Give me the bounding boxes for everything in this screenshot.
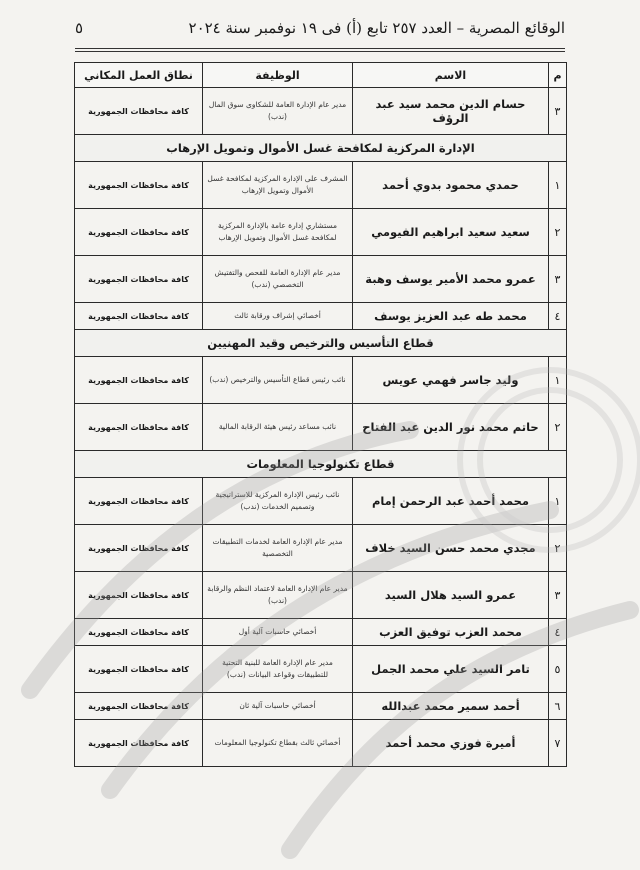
table-row — [75, 572, 567, 619]
work-scope: كافة محافظات الجمهورية — [75, 478, 203, 525]
table-row — [75, 646, 567, 693]
table-row — [75, 693, 567, 720]
row-number: ١ — [549, 357, 567, 404]
section-title: قطاع تكنولوجيا المعلومات — [75, 451, 567, 478]
row-number: ٥ — [549, 646, 567, 693]
table-row — [75, 256, 567, 303]
job-title: مستشاري إدارة عامة بالإدارة المركزية لمكافحة غسل الأموال وتمويل الإرهاب — [203, 209, 353, 256]
person-name: أحمد سمير محمد عبدالله — [353, 693, 549, 720]
section-header-row — [75, 330, 567, 357]
person-name: وليد جاسر فهمي عويس — [353, 357, 549, 404]
row-number: ٢ — [549, 209, 567, 256]
job-title: المشرف على الإدارة المركزية لمكافحة غسل الأموال وتمويل الإرهاب — [203, 162, 353, 209]
col-header-num: م — [549, 63, 567, 88]
table-row — [75, 619, 567, 646]
work-scope: كافة محافظات الجمهورية — [75, 209, 203, 256]
row-number: ١ — [549, 162, 567, 209]
row-number: ٣ — [549, 88, 567, 135]
appointments-table — [74, 62, 567, 767]
section-title: قطاع التأسيس والترخيص وقيد المهنيين — [75, 330, 567, 357]
work-scope: كافة محافظات الجمهورية — [75, 646, 203, 693]
header-rule — [75, 48, 565, 49]
work-scope: كافة محافظات الجمهورية — [75, 162, 203, 209]
table-row — [75, 303, 567, 330]
table-row — [75, 162, 567, 209]
header-rule-thin — [75, 51, 565, 52]
job-title: مدير عام الإدارة العامة للشكاوى سوق المال (ندب) — [203, 88, 353, 135]
table-row — [75, 525, 567, 572]
person-name: مجدي محمد حسن السيد خلاف — [353, 525, 549, 572]
job-title: نائب رئيس الإدارة المركزية للاستراتيجية وتصميم الخدمات (ندب) — [203, 478, 353, 525]
work-scope: كافة محافظات الجمهورية — [75, 693, 203, 720]
job-title: أخصائي حاسبات آلية ثان — [203, 693, 353, 720]
table-row — [75, 357, 567, 404]
person-name: تامر السيد علي محمد الجمل — [353, 646, 549, 693]
person-name: حسام الدين محمد سيد عبد الرؤف — [353, 88, 549, 135]
person-name: محمد العزب توفيق العزب — [353, 619, 549, 646]
job-title: أخصائي حاسبات آلية أول — [203, 619, 353, 646]
job-title: مدير عام الإدارة العامة للفحص والتفتيش التخصصي (ندب) — [203, 256, 353, 303]
table-row — [75, 720, 567, 767]
col-header-job: الوظيفة — [203, 63, 353, 88]
person-name: محمد أحمد عبد الرحمن إمام — [353, 478, 549, 525]
work-scope: كافة محافظات الجمهورية — [75, 357, 203, 404]
job-title: مدير عام الإدارة العامة لاعتماد النظم والرقابة (ندب) — [203, 572, 353, 619]
section-title: الإدارة المركزية لمكافحة غسل الأموال وتمويل الإرهاب — [75, 135, 567, 162]
table-body — [75, 88, 567, 767]
section-header-row — [75, 135, 567, 162]
job-title: أخصائي إشراف ورقابة ثالث — [203, 303, 353, 330]
table-header-row — [75, 63, 567, 88]
person-name: حاتم محمد نور الدين عبد الفتاح — [353, 404, 549, 451]
row-number: ٣ — [549, 572, 567, 619]
person-name: محمد طه عبد العزيز يوسف — [353, 303, 549, 330]
person-name: حمدي محمود بدوي أحمد — [353, 162, 549, 209]
job-title: أخصائي ثالث بقطاع تكنولوجيا المعلومات — [203, 720, 353, 767]
row-number: ٢ — [549, 404, 567, 451]
person-name: أميرة فوزي محمد أحمد — [353, 720, 549, 767]
job-title: نائب رئيس قطاع التأسيس والترخيص (ندب) — [203, 357, 353, 404]
work-scope: كافة محافظات الجمهورية — [75, 256, 203, 303]
col-header-name: الاسم — [353, 63, 549, 88]
row-number: ٦ — [549, 693, 567, 720]
page-header — [75, 8, 565, 48]
person-name: عمرو محمد الأمير يوسف وهبة — [353, 256, 549, 303]
page-number: ٥ — [75, 19, 84, 37]
row-number: ٢ — [549, 525, 567, 572]
work-scope: كافة محافظات الجمهورية — [75, 525, 203, 572]
job-title: مدير عام الإدارة العامة لخدمات التطبيقات التخصصية — [203, 525, 353, 572]
row-number: ٤ — [549, 619, 567, 646]
row-number: ٣ — [549, 256, 567, 303]
work-scope: كافة محافظات الجمهورية — [75, 404, 203, 451]
table-row — [75, 209, 567, 256]
work-scope: كافة محافظات الجمهورية — [75, 572, 203, 619]
work-scope: كافة محافظات الجمهورية — [75, 720, 203, 767]
row-number: ١ — [549, 478, 567, 525]
work-scope: كافة محافظات الجمهورية — [75, 619, 203, 646]
job-title: نائب مساعد رئيس هيئة الرقابة المالية — [203, 404, 353, 451]
work-scope: كافة محافظات الجمهورية — [75, 303, 203, 330]
row-number: ٤ — [549, 303, 567, 330]
job-title: مدير عام الإدارة العامة للبنية التحتية للتطبيقات وقواعد البيانات (ندب) — [203, 646, 353, 693]
table-row — [75, 404, 567, 451]
gazette-title: الوقائع المصرية – العدد ٢٥٧ تابع (أ) فى ١٩ نوفمبر سنة ٢٠٢٤ — [188, 19, 565, 37]
row-number: ٧ — [549, 720, 567, 767]
section-header-row — [75, 451, 567, 478]
table-row — [75, 478, 567, 525]
person-name: عمرو السيد هلال السيد — [353, 572, 549, 619]
person-name: سعيد سعيد ابراهيم الفيومي — [353, 209, 549, 256]
table-row — [75, 88, 567, 135]
work-scope: كافة محافظات الجمهورية — [75, 88, 203, 135]
col-header-scope: نطاق العمل المكاني — [75, 63, 203, 88]
